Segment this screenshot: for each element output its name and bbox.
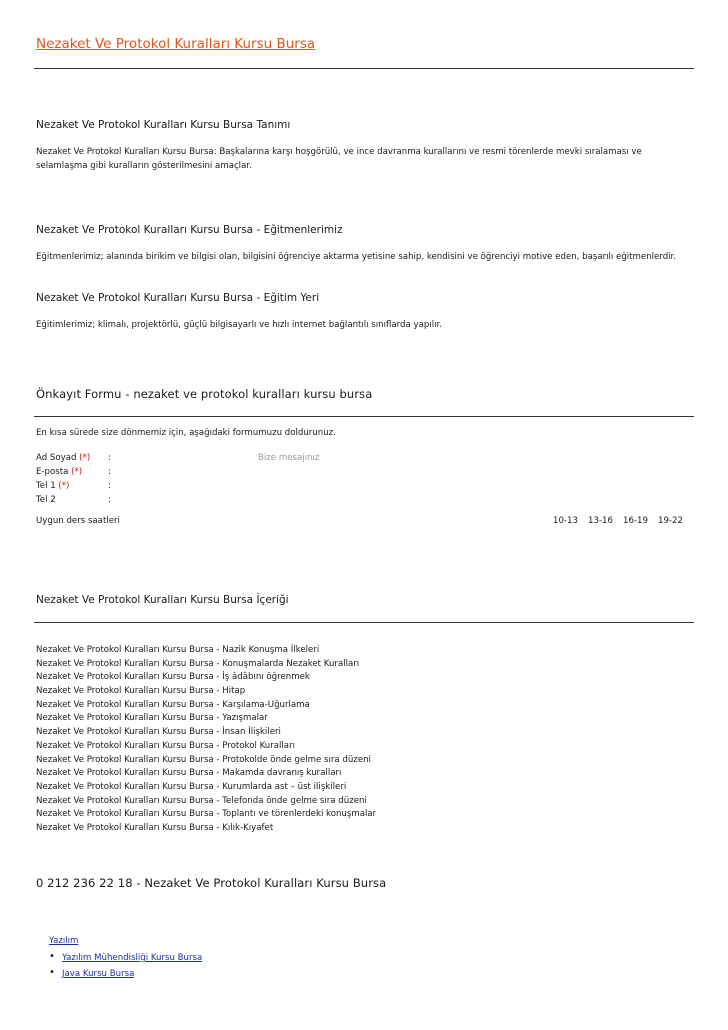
form-intro: En kısa sürede size dönmemiz için, aşağıdaki formumuzu doldurunuz. (36, 428, 336, 438)
contents-heading: Nezaket Ve Protokol Kuralları Kursu Bursa İçeriği (36, 594, 289, 606)
hour-option[interactable]: 10-13 (553, 516, 578, 526)
name-label: Ad Soyad (*) (36, 453, 91, 463)
bullet-icon: • (49, 967, 55, 978)
trainers-heading: Nezaket Ve Protokol Kuralları Kursu Bursa - Eğitmenlerimiz (36, 224, 343, 236)
hour-option[interactable]: 13-16 (588, 516, 613, 526)
list-item: Nezaket Ve Protokol Kuralları Kursu Bursa - Toplantı ve törenlerdeki konuşmalar (36, 809, 377, 819)
tel2-label: Tel 2 (36, 495, 56, 505)
tel1-label: Tel 1 (*) (36, 481, 70, 491)
list-item: Nezaket Ve Protokol Kuralları Kursu Bursa - Telefonda önde gelme sıra düzeni (36, 796, 367, 806)
list-item: Nezaket Ve Protokol Kuralları Kursu Bursa - Nazik Konuşma İlkeleri (36, 645, 320, 655)
list-item: Nezaket Ve Protokol Kuralları Kursu Bursa - İnsan İlişkileri (36, 727, 281, 737)
list-item: Nezaket Ve Protokol Kuralları Kursu Bursa - İş âdâbını öğrenmek (36, 672, 310, 682)
hour-option[interactable]: 16-19 (623, 516, 648, 526)
footer-link[interactable]: Java Kursu Bursa (62, 969, 135, 979)
name-field[interactable]: : (108, 453, 111, 463)
hours-label: Uygun ders saatleri (36, 516, 120, 526)
list-item: Nezaket Ve Protokol Kuralları Kursu Bursa - Yazışmalar (36, 713, 268, 723)
header-divider (34, 68, 694, 69)
list-item: Nezaket Ve Protokol Kuralları Kursu Bursa - Kurumlarda ast – üst ilişkileri (36, 782, 347, 792)
email-label: E-posta (*) (36, 467, 83, 477)
hour-option[interactable]: 19-22 (658, 516, 683, 526)
email-field[interactable]: : (108, 467, 111, 477)
message-textarea[interactable]: Bize mesajınız (258, 453, 320, 463)
bullet-icon: • (49, 951, 55, 962)
list-item: Nezaket Ve Protokol Kuralları Kursu Bursa - Hitap (36, 686, 246, 696)
list-item: Nezaket Ve Protokol Kuralları Kursu Bursa - Protokol Kuralları (36, 741, 295, 751)
trainers-text: Eğitmenlerimiz; alanında birikim ve bilgisi olan, bilgisini öğrenciye aktarma yetisine sahip, kendisini ve öğrenciyi motive eden, başarılı eğitmenlerdir. (36, 252, 677, 262)
list-item: Nezaket Ve Protokol Kuralları Kursu Bursa - Karşılama-Uğurlama (36, 700, 310, 710)
location-text: Eğitimlerimiz; klimalı, projektörlü, güçlü bilgisayarlı ve hızlı internet bağlantılı sınıflarda yapılır. (36, 320, 442, 330)
form-divider (34, 416, 694, 417)
list-item: Nezaket Ve Protokol Kuralları Kursu Bursa - Kılık-Kıyafet (36, 823, 274, 833)
tel1-field[interactable]: : (108, 481, 111, 491)
definition-text: Nezaket Ve Protokol Kuralları Kursu Bursa: Başkalarına karşı hoşgörülü, ve ince davranma kurallarını ve resmi törenlerde mevki sıralaması ve selamlaşma gibi kuralların gösterilmesini amaçlar. (36, 147, 642, 171)
tel2-field[interactable]: : (108, 495, 111, 505)
required-mark: (*) (71, 467, 83, 477)
required-mark: (*) (79, 453, 91, 463)
definition-heading: Nezaket Ve Protokol Kuralları Kursu Bursa Tanımı (36, 119, 291, 131)
category-link[interactable]: Yazılım (49, 936, 79, 946)
page-title-link[interactable]: Nezaket Ve Protokol Kuralları Kursu Bursa (36, 36, 316, 52)
form-heading: Önkayıt Formu - nezaket ve protokol kuralları kursu bursa (36, 387, 373, 401)
required-mark: (*) (58, 481, 70, 491)
contact-phone: 0 212 236 22 18 - Nezaket Ve Protokol Kuralları Kursu Bursa (36, 876, 387, 890)
list-item: Nezaket Ve Protokol Kuralları Kursu Bursa - Makamda davranış kuralları (36, 768, 342, 778)
list-item: Nezaket Ve Protokol Kuralları Kursu Bursa - Konuşmalarda Nezaket Kuralları (36, 659, 360, 669)
footer-link[interactable]: Yazılım Mühendisliği Kursu Bursa (62, 953, 203, 963)
list-item: Nezaket Ve Protokol Kuralları Kursu Bursa - Protokolde önde gelme sıra düzeni (36, 755, 371, 765)
contents-divider (34, 622, 694, 623)
location-heading: Nezaket Ve Protokol Kuralları Kursu Bursa - Eğitim Yeri (36, 292, 320, 304)
